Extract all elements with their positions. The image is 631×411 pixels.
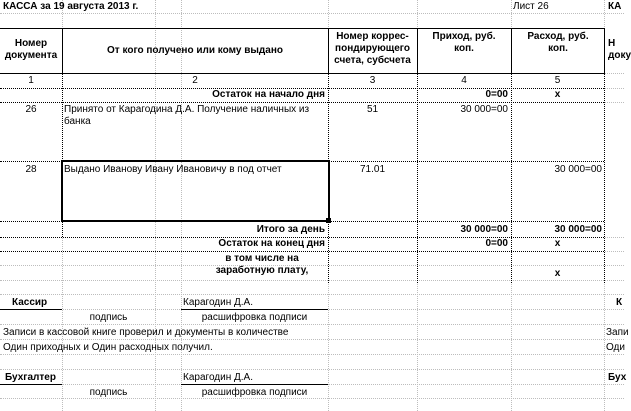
entry-2-doc: 28 bbox=[25, 164, 37, 175]
entry-1-income: 30 000=00 bbox=[460, 104, 508, 115]
sheet-number: Лист 26 bbox=[513, 1, 549, 12]
next-sheet-title: КА bbox=[608, 1, 622, 12]
cashier-label: Кассир bbox=[12, 297, 48, 308]
column-header-doc-number-next: Н доку bbox=[608, 38, 631, 61]
day-total-income: 30 000=00 bbox=[460, 224, 508, 235]
signature-caption-2: подпись bbox=[89, 387, 128, 398]
accountant-label-next: Бух bbox=[608, 372, 627, 383]
column-index-2: 2 bbox=[192, 75, 198, 86]
verification-note-2: Один приходных и Один расходных получил. bbox=[3, 342, 213, 353]
column-header-doc-number: Номер документа bbox=[4, 38, 58, 61]
entry-2-description[interactable]: Выдано Иванову Ивану Ивановичу в под отчет bbox=[64, 164, 282, 175]
entry-2-expense: 30 000=00 bbox=[554, 164, 602, 175]
entry-1-doc: 26 bbox=[25, 104, 37, 115]
selected-cell[interactable] bbox=[61, 160, 330, 222]
salary-label: в том числе на заработную плату, bbox=[215, 253, 309, 276]
transcript-caption-2: расшифровка подписи bbox=[201, 387, 308, 398]
column-index-1: 1 bbox=[28, 75, 34, 86]
cashier-label-next: К bbox=[616, 297, 623, 308]
entry-2-account: 71.01 bbox=[359, 164, 386, 175]
verification-note-1-next: Запи bbox=[606, 327, 629, 338]
verification-note-2-next: Оди bbox=[606, 342, 625, 353]
column-header-from-to: От кого получено или кому выдано bbox=[107, 45, 283, 56]
column-index-5: 5 bbox=[554, 75, 561, 86]
cashier-name: Карагодин Д.А. bbox=[183, 297, 253, 308]
closing-balance-expense: х bbox=[554, 238, 561, 249]
opening-balance-label: Остаток на начало дня bbox=[212, 89, 325, 100]
closing-balance-label: Остаток на конец дня bbox=[218, 238, 325, 249]
fill-handle[interactable] bbox=[326, 218, 331, 223]
salary-expense: х bbox=[554, 268, 561, 279]
transcript-caption: расшифровка подписи bbox=[201, 312, 308, 323]
cashbook-title: КАССА за 19 августа 2013 г. bbox=[3, 1, 139, 12]
accountant-name: Карагодин Д.А. bbox=[183, 372, 253, 383]
opening-balance-income: 0=00 bbox=[485, 89, 508, 100]
column-header-account: Номер коррес-пондирующего счета, субсчета bbox=[334, 31, 411, 66]
day-total-label: Итого за день bbox=[256, 224, 325, 235]
accountant-label: Бухгалтер bbox=[5, 372, 56, 383]
column-index-4: 4 bbox=[461, 75, 467, 86]
day-total-expense: 30 000=00 bbox=[554, 224, 602, 235]
verification-note-1: Записи в кассовой книге проверил и документы в количестве bbox=[3, 327, 289, 338]
entry-1-account: 51 bbox=[366, 104, 379, 115]
column-index-3: 3 bbox=[369, 75, 376, 86]
closing-balance-income: 0=00 bbox=[485, 238, 508, 249]
entry-1-description: Принято от Карагодина Д.А. Получение наличных из банка bbox=[64, 104, 310, 127]
opening-balance-expense: х bbox=[554, 89, 561, 100]
signature-caption: подпись bbox=[89, 312, 128, 323]
column-header-expense: Расход, руб. коп. bbox=[527, 31, 589, 54]
column-header-income: Приход, руб. коп. bbox=[432, 31, 496, 54]
